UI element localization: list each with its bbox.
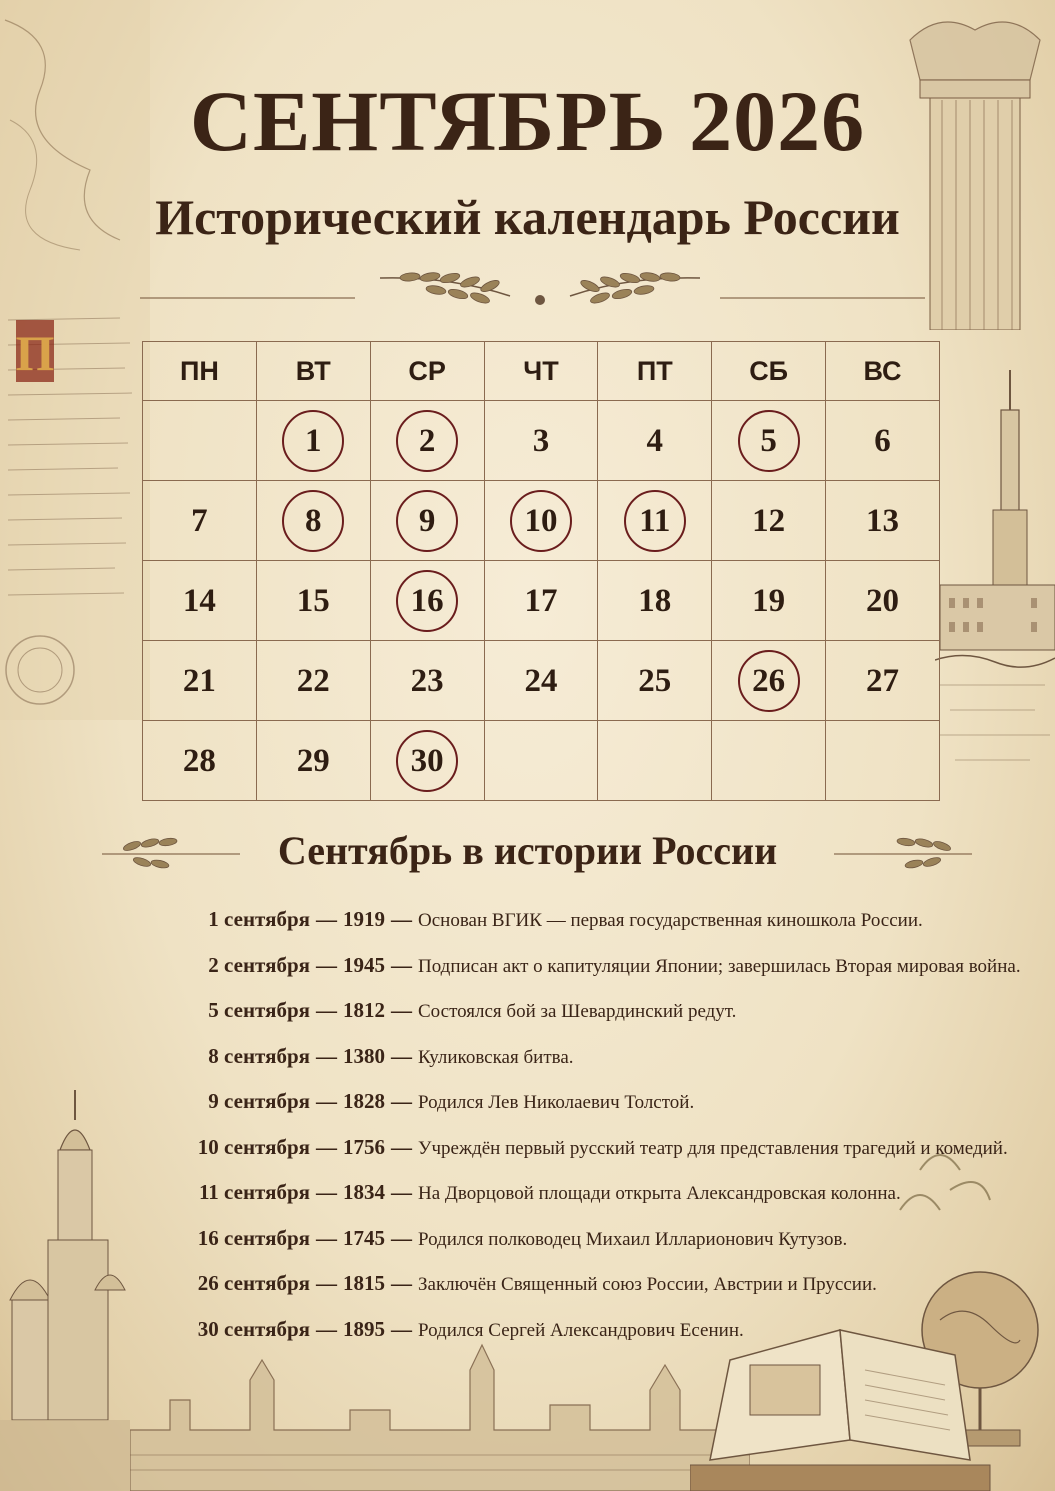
event-year: 1756	[343, 1134, 385, 1159]
event-dash: —	[391, 1271, 412, 1295]
history-event	[100, 1079, 1000, 1125]
event-dash: —	[391, 952, 412, 977]
history-heading: Сентябрь в истории России	[277, 828, 778, 873]
calendar-day-cell	[826, 561, 940, 641]
history-event	[100, 943, 1021, 989]
event-year: 1828	[343, 1089, 385, 1113]
event-dash: —	[316, 1180, 337, 1204]
history-event	[100, 1307, 1000, 1353]
event-dash: —	[391, 907, 412, 931]
day-number: 19	[752, 582, 786, 619]
calendar-day-cell	[143, 561, 257, 641]
highlighted-day-number: 5	[738, 410, 800, 472]
weekday-mon: ПН	[143, 342, 257, 401]
event-dash: —	[391, 1089, 412, 1113]
calendar-day-cell	[484, 481, 598, 561]
calendar-week-row	[143, 641, 940, 721]
event-date: 26 сентября	[197, 1271, 310, 1295]
calendar-day-cell	[256, 641, 370, 721]
highlighted-day-number: 16	[396, 570, 458, 632]
calendar-day-cell	[370, 561, 484, 641]
calendar-week-row	[143, 721, 940, 801]
event-text: Учреждён первый русский театр для представления трагедий и комедий.	[418, 1137, 1008, 1159]
history-event	[100, 1034, 1000, 1080]
calendar-day-cell	[712, 481, 826, 561]
event-date: 5 сентября	[208, 998, 310, 1022]
event-dash: —	[391, 1316, 412, 1341]
weekday-sun: ВС	[826, 342, 940, 401]
calendar-empty-cell	[826, 721, 940, 801]
history-event	[100, 1261, 1000, 1307]
weekday-thu: ЧТ	[484, 342, 598, 401]
calendar-day-cell	[826, 401, 940, 481]
weekday-wed: СР	[370, 342, 484, 401]
day-number: 12	[752, 502, 786, 539]
day-number: 28	[182, 742, 216, 779]
calendar-day-cell	[598, 481, 712, 561]
day-number: 13	[866, 502, 900, 539]
event-dash: —	[316, 1043, 337, 1068]
day-number: 20	[866, 582, 900, 619]
highlighted-day-number: 26	[738, 650, 800, 712]
event-date: 16 сентября	[197, 1225, 310, 1250]
history-event	[100, 988, 1000, 1034]
city-illustration	[935, 370, 1055, 800]
event-dash: —	[316, 1134, 337, 1159]
event-date: 9 сентября	[208, 1089, 310, 1113]
highlighted-day-number: 8	[282, 490, 344, 552]
event-year: 1945	[343, 952, 385, 977]
event-year: 1812	[343, 998, 385, 1022]
day-number: 29	[296, 742, 330, 779]
history-event	[100, 1125, 1008, 1171]
highlighted-day-number: 2	[396, 410, 458, 472]
event-text: На Дворцовой площади открыта Александровская колонна.	[418, 1183, 901, 1204]
laurel-right-small-icon	[832, 826, 972, 881]
event-text: Состоялся бой за Шевардинский редут.	[418, 1001, 737, 1022]
event-year: 1745	[343, 1225, 385, 1250]
event-date: 10 сентября	[197, 1134, 310, 1159]
calendar-day-cell	[484, 401, 598, 481]
calendar-day-cell	[256, 721, 370, 801]
event-dash: —	[391, 1043, 412, 1068]
event-text: Заключён Священный союз России, Австрии и Пруссии.	[418, 1274, 877, 1295]
event-year: 1380	[343, 1043, 385, 1068]
history-events-list	[100, 897, 1021, 1352]
event-dash: —	[316, 1271, 337, 1295]
event-text: Родился полководец Михаил Илларионович Кутузов.	[418, 1228, 848, 1250]
laurel-left-icon	[380, 271, 510, 305]
history-event	[100, 1216, 1000, 1262]
event-dash: —	[316, 1316, 337, 1341]
calendar-empty-cell	[484, 721, 598, 801]
day-number: 27	[866, 662, 900, 699]
highlighted-day-number: 10	[510, 490, 572, 552]
calendar-week-row	[143, 401, 940, 481]
calendar-day-cell	[598, 561, 712, 641]
event-dash: —	[316, 998, 337, 1022]
calendar-day-cell	[598, 641, 712, 721]
laurel-right-icon	[570, 271, 700, 305]
laurel-divider	[130, 256, 925, 316]
event-date: 1 сентября	[208, 907, 310, 931]
calendar-empty-cell	[712, 721, 826, 801]
weekday-fri: ПТ	[598, 342, 712, 401]
weekday-sat: СБ	[712, 342, 826, 401]
event-date: 30 сентября	[197, 1316, 310, 1341]
event-dash: —	[391, 998, 412, 1022]
calendar-day-cell	[826, 481, 940, 561]
highlighted-day-number: 30	[396, 730, 458, 792]
calendar-day-cell	[370, 481, 484, 561]
event-year: 1815	[343, 1271, 385, 1295]
svg-text:П: П	[15, 325, 55, 381]
calendar-weeks	[143, 401, 940, 801]
day-number: 21	[182, 662, 216, 699]
calendar-day-cell	[256, 401, 370, 481]
event-dash: —	[391, 1180, 412, 1204]
calendar-day-cell	[484, 641, 598, 721]
calendar-week-row	[143, 561, 940, 641]
event-dash: —	[316, 1225, 337, 1250]
calendar-day-cell	[712, 641, 826, 721]
day-number: 14	[182, 582, 216, 619]
calendar-empty-cell	[143, 401, 257, 481]
calendar-day-cell	[256, 561, 370, 641]
calendar-day-cell	[826, 641, 940, 721]
calendar-day-cell	[370, 641, 484, 721]
calendar-day-cell	[143, 641, 257, 721]
day-number: 17	[524, 582, 558, 619]
day-number: 15	[296, 582, 330, 619]
day-number: 22	[296, 662, 330, 699]
event-date: 11 сентября	[198, 1180, 310, 1204]
event-year: 1919	[343, 907, 385, 931]
calendar-week-row	[143, 481, 940, 561]
day-number: 24	[524, 662, 558, 699]
highlighted-day-number: 1	[282, 410, 344, 472]
history-event	[100, 1170, 1000, 1216]
day-number: 18	[638, 582, 672, 619]
calendar-day-cell	[598, 401, 712, 481]
day-number: 7	[191, 502, 208, 539]
event-text: Куликовская битва.	[418, 1046, 574, 1068]
highlighted-day-number: 9	[396, 490, 458, 552]
event-text: Родился Лев Николаевич Толстой.	[418, 1092, 695, 1113]
weekday-header-row	[143, 342, 940, 401]
calendar-empty-cell	[598, 721, 712, 801]
event-text: Родился Сергей Александрович Есенин.	[418, 1319, 744, 1341]
day-number: 4	[646, 422, 664, 459]
event-dash: —	[316, 907, 337, 931]
day-number: 3	[532, 422, 550, 459]
event-dash: —	[316, 1089, 337, 1113]
history-event	[100, 897, 1000, 943]
event-date: 8 сентября	[208, 1043, 310, 1068]
page-title: СЕНТЯБРЬ 2026	[189, 73, 866, 169]
calendar-day-cell	[712, 401, 826, 481]
calendar-day-cell	[484, 561, 598, 641]
calendar-day-cell	[256, 481, 370, 561]
page-subtitle: Исторический календарь России	[155, 189, 900, 245]
calendar-grid	[142, 341, 940, 801]
calendar-day-cell	[143, 481, 257, 561]
day-number: 6	[874, 422, 891, 459]
calendar-day-cell	[370, 401, 484, 481]
event-text: Основан ВГИК — первая государственная киношкола России.	[418, 910, 923, 931]
day-number: 23	[410, 662, 444, 699]
event-dash: —	[391, 1225, 412, 1250]
highlighted-day-number: 11	[624, 490, 686, 552]
event-date: 2 сентября	[208, 952, 310, 977]
calendar-day-cell	[143, 721, 257, 801]
weekday-tue: ВТ	[256, 342, 370, 401]
event-year: 1834	[343, 1180, 385, 1204]
calendar-day-cell	[712, 561, 826, 641]
day-number: 25	[638, 662, 672, 699]
event-year: 1895	[343, 1316, 385, 1341]
calendar-day-cell	[370, 721, 484, 801]
event-dash: —	[316, 952, 337, 977]
event-text: Подписан акт о капитуляции Японии; завершилась Вторая мировая война.	[418, 955, 1021, 977]
event-dash: —	[391, 1134, 412, 1159]
